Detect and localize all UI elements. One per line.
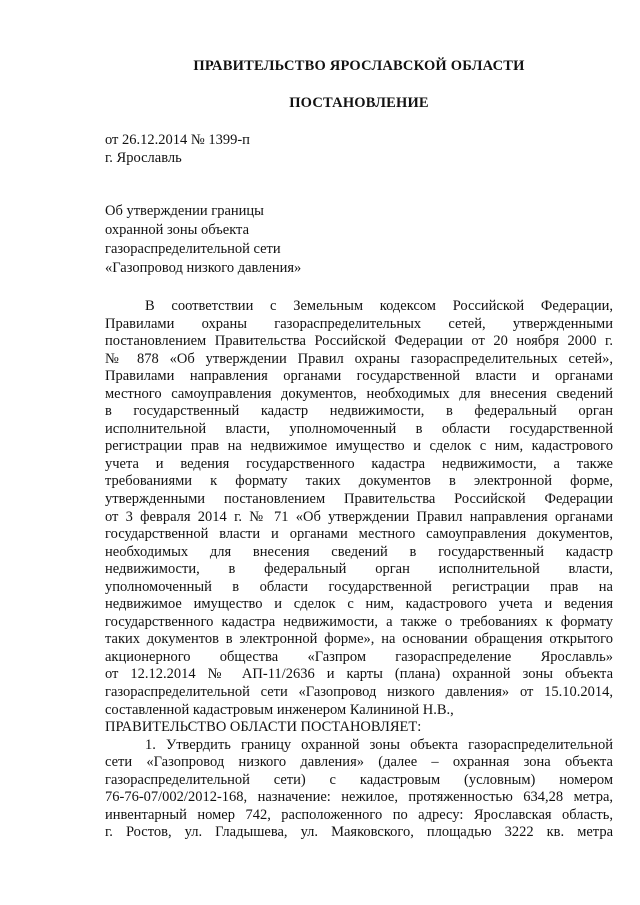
subject-line: Об утверждении границы — [105, 203, 264, 219]
body-line: № 878 «Об утверждении Правил охраны газораспределительных сетей», — [105, 350, 613, 367]
decree-date-number: от 26.12.2014 № 1399-п — [105, 132, 250, 148]
body-line: постановлением Правительства Российской Федерации от 20 ноября 2000 г. — [105, 333, 613, 350]
subject-line: газораспределительной сети — [105, 241, 281, 257]
subject-line: «Газопровод низкого давления» — [105, 260, 302, 276]
document-type-title: ПОСТАНОВЛЕНИЕ — [289, 95, 429, 111]
body-line: инвентарный номер 742, расположенного по адресу: Ярославская область, — [105, 806, 613, 823]
body-line: уполномоченный в области государственной регистрации прав на — [105, 578, 613, 595]
body-line: государственной власти и органами местного самоуправления документов, — [105, 526, 613, 543]
body-line: Правилами направления органами государственной власти и органами — [105, 368, 613, 385]
body-line: 1. Утвердить границу охранной зоны объекта газораспределительной — [145, 736, 613, 753]
body-line: недвижимости, в федеральный орган исполнительной власти, — [105, 561, 613, 578]
body-line: в государственный кадастр недвижимости, в федеральный орган — [105, 403, 613, 420]
body-line: местного самоуправления документов, необходимых для внесения сведений — [105, 385, 613, 402]
body-line: недвижимое имущество и сделок с ним, кадастрового учета и ведения — [105, 596, 613, 613]
body-line: государственного кадастра недвижимости, а также о требованиях к формату — [105, 613, 613, 630]
body-line: акционерного общества «Газпром газораспределение Ярославль» — [105, 648, 613, 665]
body-line: сети «Газопровод низкого давления» (далее – охранная зона объекта — [105, 754, 613, 771]
decree-city: г. Ярославль — [105, 150, 182, 166]
body-line: 76-76-07/002/2012-168, назначение: нежилое, протяженностью 634,28 метра, — [105, 789, 613, 806]
body-line: газораспределительной сети) с кадастровым (условным) номером — [105, 771, 613, 788]
decree-subject — [105, 202, 301, 278]
body-line: от 12.12.2014 № АП-11/2636 и карты (плана) охранной зоны объекта — [105, 666, 613, 683]
body-line: утвержденными постановлением Правительства Российской Федерации — [105, 491, 613, 508]
body-line: от 3 февраля 2014 г. № 71 «Об утверждении Правил направления органами — [105, 508, 613, 525]
body-line: необходимых для внесения сведений в государственный кадастр — [105, 543, 613, 560]
body-line: исполнительной власти, уполномоченный в области государственной — [105, 420, 613, 437]
body-line: г. Ростов, ул. Гладышева, ул. Маяковского, площадью 3222 кв. метра — [105, 824, 613, 841]
body-line: В соответствии с Земельным кодексом Российской Федерации, — [145, 298, 613, 314]
resolution-heading: ПРАВИТЕЛЬСТВО ОБЛАСТИ ПОСТАНОВЛЯЕТ: — [105, 719, 422, 736]
body-line: таких документов в электронной форме», на основании обращения открытого — [105, 631, 613, 648]
decree-body — [105, 298, 613, 842]
body-line: учета и ведения государственного кадастра недвижимости, а также — [105, 455, 613, 472]
body-line: Правилами охраны газораспределительных сетей, утвержденными — [105, 315, 613, 332]
subject-line: охранной зоны объекта — [105, 222, 250, 238]
body-line: составленной кадастровым инженером Калининой Н.В., — [105, 701, 454, 718]
body-line: газораспределительной сети «Газопровод низкого давления» от 15.10.2014, — [105, 684, 613, 701]
body-line: регистрации прав на недвижимое имущество и сделок с ним, кадастрового — [105, 438, 613, 455]
body-line: требованиями к формату таких документов в электронной форме, — [105, 473, 613, 490]
government-title: ПРАВИТЕЛЬСТВО ЯРОСЛАВСКОЙ ОБЛАСТИ — [193, 58, 525, 74]
